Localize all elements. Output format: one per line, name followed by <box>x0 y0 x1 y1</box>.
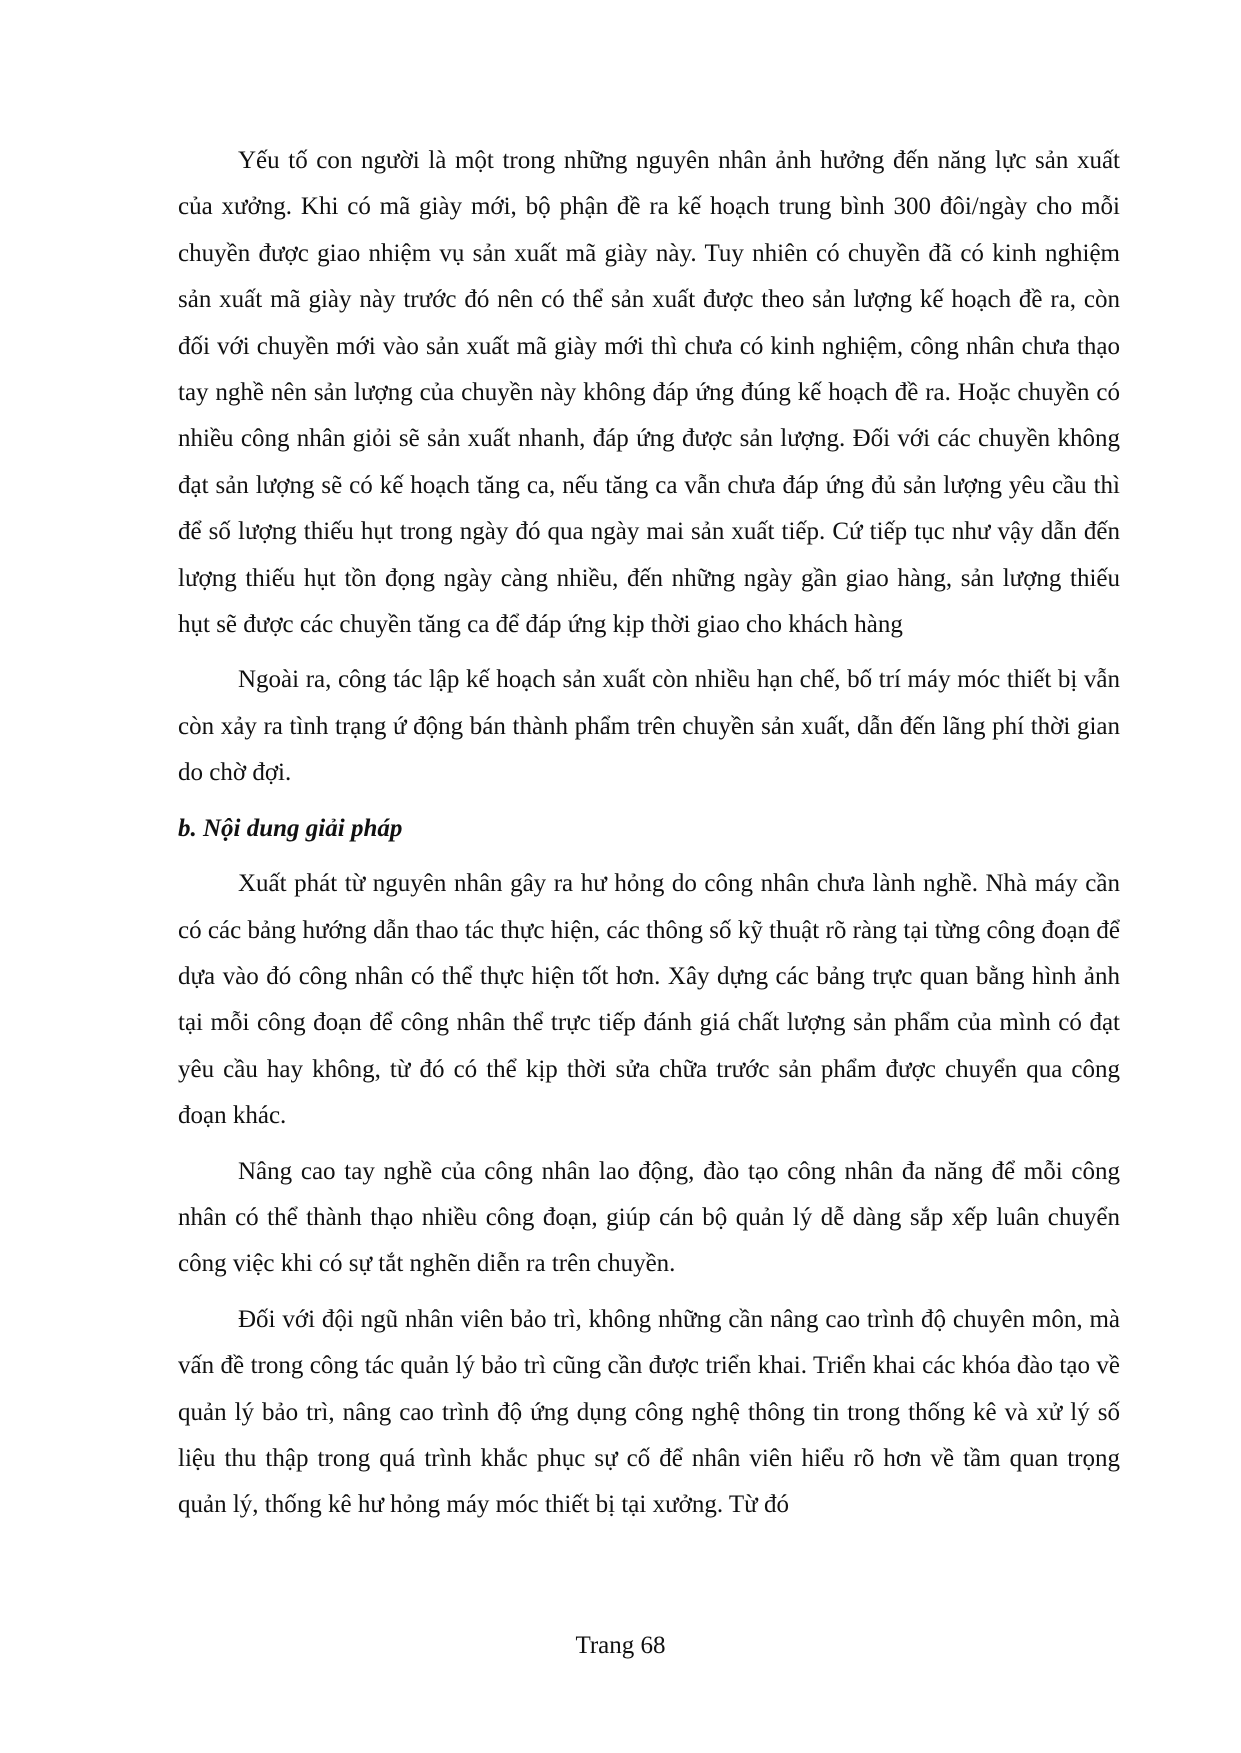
page-number: Trang 68 <box>575 1632 666 1659</box>
paragraph-maintenance-staff: Đối với đội ngũ nhân viên bảo trì, không những cần nâng cao trình độ chuyên môn, mà vấn đề trong công tác quản lý bảo trì cũng cần được triển khai. Triển khai các khóa đào tạo về quản lý bảo trì, nâng cao trình độ ứng dụng công nghệ thông tin trong thống kê và xử lý số liệu thu thập trong quá trình khắc phục sự cố để nhân viên hiểu rõ hơn về tầm quan trọng quản lý, thống kê hư hỏng máy móc thiết bị tại xưởng. Từ đó <box>178 1305 1120 1519</box>
paragraph-skill-training: Nâng cao tay nghề của công nhân lao động, đào tạo công nhân đa năng để mỗi công nhân có thể thành thạo nhiều công đoạn, giúp cán bộ quản lý dễ dàng sắp xếp luân chuyển công việc khi có sự tắt nghẽn diễn ra trên chuyền. <box>178 1157 1120 1278</box>
document-page <box>178 138 1120 1538</box>
paragraph-solution-guides: Xuất phát từ nguyên nhân gây ra hư hỏng do công nhân chưa lành nghề. Nhà máy cần có các bảng hướng dẫn thao tác thực hiện, các thông số kỹ thuật rõ ràng tại từng công đoạn để dựa vào đó công nhân có thể thực hiện tốt hơn. Xây dựng các bảng trực quan bằng hình ảnh tại mỗi công đoạn để công nhân thể trực tiếp đánh giá chất lượng sản phẩm của mình có đạt yêu cầu hay không, từ đó có thể kịp thời sửa chữa trước sản phẩm được chuyển qua công đoạn khác. <box>178 870 1120 1130</box>
section-heading: b. Nội dung giải pháp <box>178 814 403 842</box>
paragraph-planning-limits: Ngoài ra, công tác lập kế hoạch sản xuất còn nhiều hạn chế, bố trí máy móc thiết bị vẫn còn xảy ra tình trạng ứ động bán thành phẩm trên chuyền sản xuất, dẫn đến lãng phí thời gian do chờ đợi. <box>178 666 1120 787</box>
paragraph-human-factor: Yếu tố con người là một trong những nguyên nhân ảnh hưởng đến năng lực sản xuất của xưởng. Khi có mã giày mới, bộ phận đề ra kế hoạch trung bình 300 đôi/ngày cho mỗi chuyền được giao nhiệm vụ sản xuất mã giày này. Tuy nhiên có chuyền đã có kinh nghiệm sản xuất mã giày này trước đó nên có thể sản xuất được theo sản lượng kế hoạch đề ra, còn đối với chuyền mới vào sản xuất mã giày mới thì chưa có kinh nghiệm, công nhân chưa thạo tay nghề nên sản lượng của chuyền này không đáp ứng đúng kế hoạch đề ra. Hoặc chuyền có nhiều công nhân giỏi sẽ sản xuất nhanh, đáp ứng được sản lượng. Đối với các chuyền không đạt sản lượng sẽ có kế hoạch tăng ca, nếu tăng ca vẫn chưa đáp ứng đủ sản lượng yêu cầu thì để số lượng thiếu hụt trong ngày đó qua ngày mai sản xuất tiếp. Cứ tiếp tục như vậy dẫn đến lượng thiếu hụt tồn đọng ngày càng nhiều, đến những ngày gần giao hàng, sản lượng thiếu hụt sẽ được các chuyền tăng ca để đáp ứng kịp thời giao cho khách hàng <box>178 147 1120 639</box>
